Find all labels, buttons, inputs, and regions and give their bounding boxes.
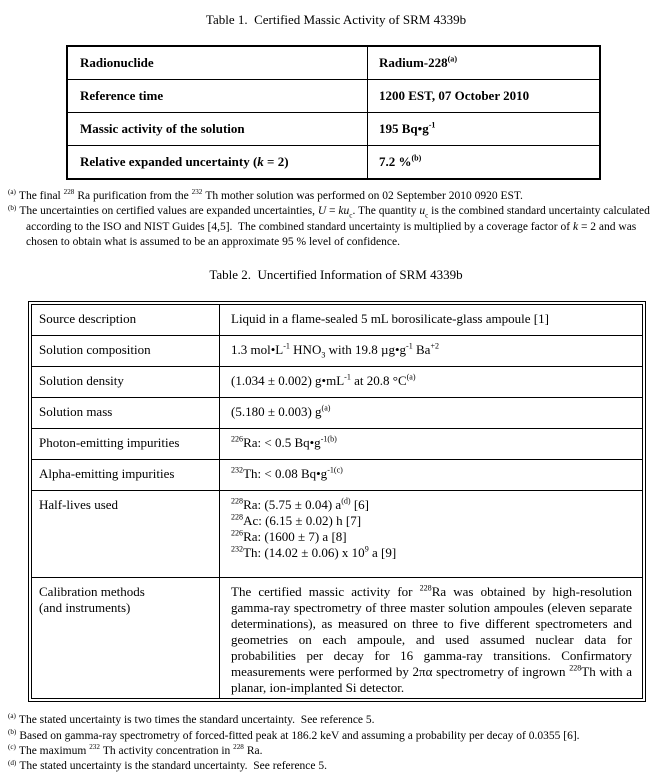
- table2-row: [32, 305, 642, 336]
- footnote-text: The stated uncertainty is the standard uncertainty. See reference 5.: [19, 760, 328, 773]
- table2-row: [32, 491, 642, 578]
- table1-row: [68, 113, 599, 146]
- footnote-marker: (d): [8, 758, 17, 767]
- footnote-marker: (c): [8, 743, 16, 752]
- footnote-marker: (b): [8, 203, 17, 212]
- table1-row: [68, 146, 599, 179]
- footnote: [8, 189, 664, 204]
- table1-row-value: Radium-228$^{(a)}$: [368, 47, 600, 80]
- table2-row-label: Solution composition: [32, 336, 220, 367]
- table1-row-value: 1200 EST, 07 October 2010: [368, 80, 600, 113]
- table2-row-value: (1.034 ± 0.002) $g•mL^{-1}$ at 20.8 $^\circ C^{(a)}$: [220, 367, 643, 398]
- footnote-text: Based on gamma-ray spectrometry of forced-fitted peak at 186.2 keV and assuming a probability per decay of 0.0355 [6].: [19, 729, 580, 742]
- footnote-text: The uncertainties on certified values are expanded uncertainties, $U = ku_c$. The quantity $u_c$ is the combined standard uncertainty calculated according to the ISO and NIST Guides [4,5]. The combined standard uncertainty is multiplied by a coverage factor of k = 2 and was chosen to obtain what is assumed to be an approximate 95 % level of confidence.: [19, 205, 653, 249]
- table2-row-value: (5.180 ± 0.003) $g^{(a)}$: [220, 398, 643, 429]
- table1-row-value: 7.2 %$^{(b)}$: [368, 146, 600, 179]
- table2-row-label: Photon-emitting impurities: [32, 429, 220, 460]
- table2-row-label: Alpha-emitting impurities: [32, 460, 220, 491]
- footnote-text: The stated uncertainty is two times the standard uncertainty. See reference 5.: [18, 714, 375, 727]
- footnote-marker: (a): [8, 712, 16, 721]
- table1-title: Table 1. Certified Massic Activity of SRM 4339b: [205, 12, 467, 27]
- table2-row-label: Calibration methods (and instruments): [32, 578, 220, 699]
- footnote-marker: (b): [8, 727, 17, 736]
- table1-row-label: Relative expanded uncertainty (k = 2): [68, 146, 368, 179]
- table2-footnotes: [8, 713, 664, 775]
- table2-row: [32, 429, 642, 460]
- footnote-text: The final $^{228}$ Ra purification from the $^{232}$ Th mother solution was performed on 02 September 2010 0920 EST.: [18, 188, 523, 202]
- table1-row: [68, 80, 599, 113]
- footnote: [8, 759, 664, 774]
- table2-row-label: Half-lives used: [32, 491, 220, 578]
- table1-row-value: 195 $Bq•g^{-1}$: [368, 113, 600, 146]
- table2-row-value: $^{232}$Th: < 0.08 $Bq•g^{-1(c)}$: [220, 460, 643, 491]
- table2-row-label: Source description: [39, 310, 137, 326]
- table2-row: [32, 367, 642, 398]
- table2-title: Table 2. Uncertified Information of SRM 4339b: [209, 266, 463, 282]
- footnote-marker: (a): [8, 188, 16, 197]
- footnote-text: The maximum $^{232}$ Th activity concentration in $^{228}$ Ra.: [18, 743, 263, 757]
- table2-row-value: Liquid in a flame-sealed 5 mL borosilicate-glass ampoule [1]: [220, 305, 643, 336]
- table2-row-value: $^{226}$Ra: < 0.5 $Bq•g^{-1(b)}$: [220, 429, 643, 460]
- table1: [66, 45, 601, 180]
- table2: [28, 301, 646, 703]
- footnote: [8, 744, 664, 759]
- table2-row-label: Solution density: [32, 367, 220, 398]
- table2-row-value: $^{228}$Ra: (5.75 ± 0.04) $a^{(d)}$ [6] $^{228}$Ac: (6.15 ± 0.02) h [7] $^{226}$Ra: (1600 ± 7) a [8] $^{232}$Th: (14.02 ± 0.06) x $10^9$ a [9]: [220, 491, 643, 578]
- table1-row-label: Radionuclide: [80, 55, 154, 70]
- footnote: [8, 713, 664, 728]
- table2-row: [32, 460, 642, 491]
- table2-row: [32, 578, 642, 699]
- table1-footnotes: [8, 189, 664, 251]
- table1-row: [68, 47, 599, 80]
- table2-row-value: The certified massic activity for $^{228}$Ra was obtained by high-resolution gamma-ray spectrometry of three master solution ampoules (eleven separate determinations), as measured on three to five different spectrometers and geometries on each ampoule, and used assumed nuclear data for probabilities per decay for 16 gamma-ray transitions. Confirmatory measurements were performed by 2πα spectrometry of ingrown $^{228}$Th with a planar, ion-implanted Si detector.: [220, 578, 643, 699]
- table2-row-value: 1.3 $mol•L^{-1}$ $HNO_3$ with 19.8 $\mu g•g^{-1}$ $Ba^{+2}$: [220, 336, 643, 367]
- footnote: [8, 204, 664, 250]
- table2-row: [32, 336, 642, 367]
- table1-row-label: Reference time: [68, 80, 368, 113]
- table1-row-label: Massic activity of the solution: [68, 113, 368, 146]
- footnote: [8, 729, 664, 744]
- table2-row: [32, 398, 642, 429]
- table2-row-label: Solution mass: [32, 398, 220, 429]
